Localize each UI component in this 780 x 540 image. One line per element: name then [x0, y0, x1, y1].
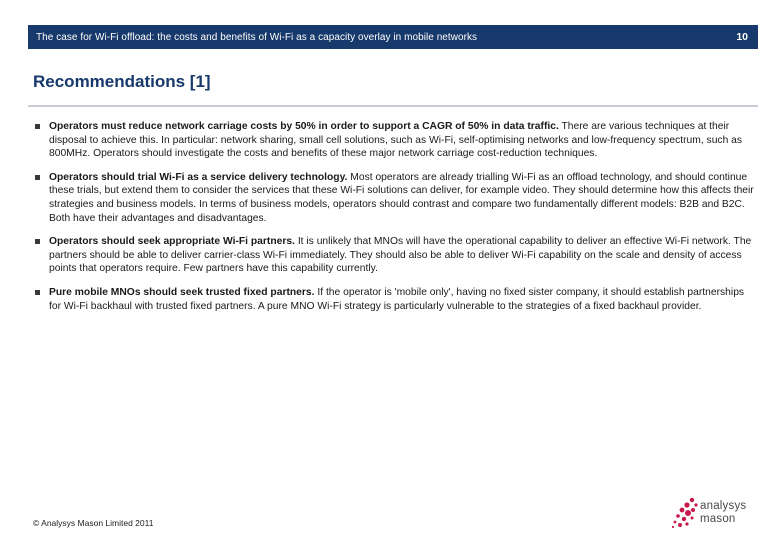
page-number: 10 [736, 31, 748, 43]
square-bullet-icon [35, 124, 40, 129]
logo-dot [691, 517, 694, 520]
logo-dot [694, 503, 697, 506]
square-bullet-icon [35, 175, 40, 180]
list-item [35, 286, 755, 313]
list-item [35, 171, 755, 225]
logo-dot [685, 510, 691, 516]
bullet-body: If the operator is 'mobile only', having no fixed sister company, it should establish partnerships for Wi-Fi backhaul with trusted fixed partners. A pure MNO Wi-Fi strategy is particularly vulnerable to the strategies of a fixed backhaul provider. [49, 286, 745, 312]
logo-dot [690, 498, 694, 502]
bullet-lead: Pure mobile MNOs should seek trusted fixed partners. [49, 286, 315, 298]
logo-dot [680, 508, 685, 513]
logo-dot [691, 508, 695, 512]
logo-dot [678, 523, 682, 527]
logo-dot [685, 522, 688, 525]
page-title: Recommendations [1] [33, 72, 211, 91]
logo-dot [672, 526, 674, 528]
bullet-body: There are various techniques at their disposal to achieve this. In particular: network sharing, small cell solutions, such as Wi-Fi, self-optimising networks and low-frequency spectrum, such as 800MHz. Operators should investigate the costs and benefits of these major network carriage cost-reduction techniques. [49, 121, 743, 160]
logo-dot [684, 502, 689, 507]
bullet-lead: Operators must reduce network carriage costs by 50% in order to support a CAGR of 50% in data traffic. [49, 121, 559, 132]
logo-line2: mason [700, 513, 736, 525]
dot-cluster-icon [670, 496, 700, 530]
bullet-body: Most operators are already trialling Wi-Fi as an offload technology, and should continue these trials, but extend them to consider the services that these Wi-Fi solutions can deliver, for example video. They should determine how this affects their strategies and business models. In terms of business models, operators should contrast and compare two fundamentally different models: B2B and B2C. Both have their advantages and disadvantages. [49, 171, 754, 224]
recommendation-list [35, 120, 755, 323]
logo-dot [676, 514, 680, 518]
header-bar [28, 25, 758, 49]
copyright-notice: © Analysys Mason Limited 2011 [33, 518, 154, 528]
list-item [35, 120, 755, 161]
bullet-lead: Operators should seek appropriate Wi-Fi partners. [49, 236, 295, 248]
list-item [35, 235, 755, 276]
logo-line1: analysys [700, 500, 747, 512]
logo-dot [674, 521, 677, 524]
logo-dot [682, 517, 686, 521]
bullet-lead: Operators should trial Wi-Fi as a service delivery technology. [49, 171, 348, 183]
square-bullet-icon [35, 239, 40, 244]
title-divider [28, 105, 758, 107]
analysys-mason-logo [670, 496, 765, 530]
square-bullet-icon [35, 290, 40, 295]
bullet-body: It is unlikely that MNOs will have the operational capability to deliver an effective Wi-Fi network. The partners should be able to deliver carrier-class Wi-Fi immediately. They should also be able to deliver Wi-Fi capability on the scale and density of access points that operators require. Few partners have this capability currently. [49, 236, 752, 275]
header-title: The case for Wi-Fi offload: the costs and benefits of Wi-Fi as a capacity overlay in mobile networks [36, 31, 478, 43]
